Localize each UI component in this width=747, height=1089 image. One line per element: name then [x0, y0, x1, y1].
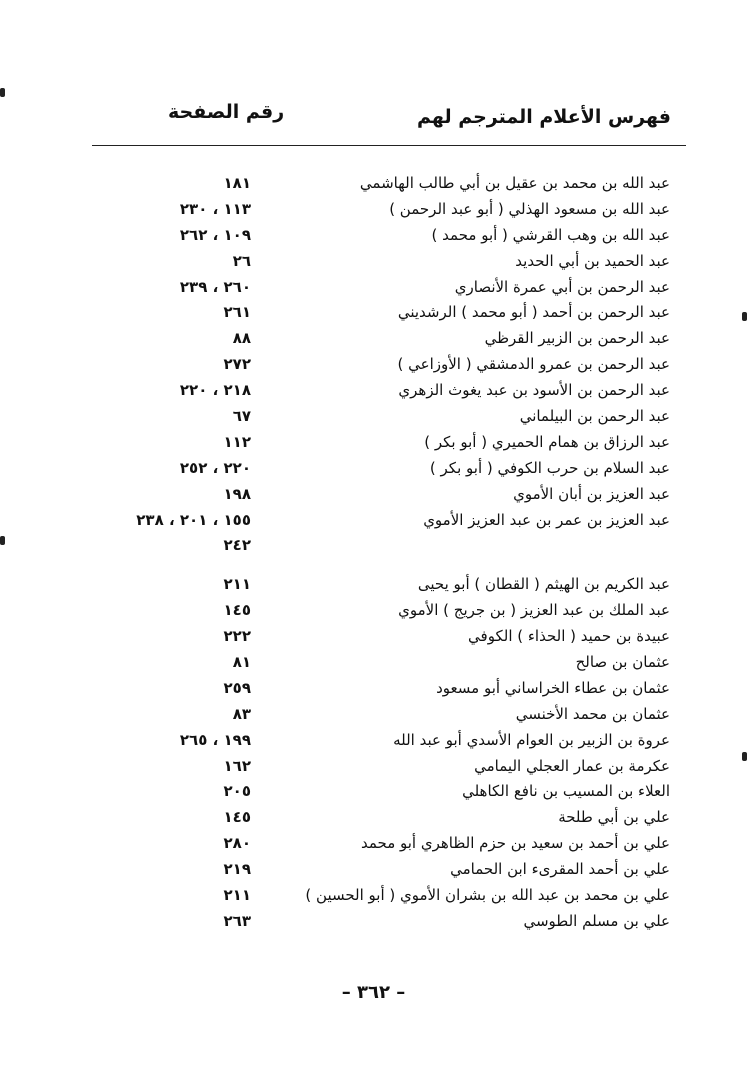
index-entry — [0, 481, 747, 507]
index-entry — [0, 170, 747, 196]
index-entry — [0, 753, 747, 779]
entry-pages: ١٨١ — [223, 174, 251, 192]
entry-pages: ٢٦٠ ، ٢٣٩ — [179, 277, 251, 296]
entry-pages: ١٩٨ — [223, 484, 251, 503]
entry-name: عبد الرحمن بن الزبير القرظي — [484, 329, 670, 348]
entry-name: عبد الله بن محمد بن عقيل بن أبي طالب الهاشمي — [359, 174, 670, 192]
entry-pages: ٢٥٩ — [223, 678, 251, 697]
entry-name: علي بن مسلم الطوسي — [523, 911, 670, 930]
entry-name: عبد الرحمن بن أبي عمرة الأنصاري — [454, 277, 670, 296]
entry-name: عبد السلام بن حرب الكوفي ( أبو بكر ) — [429, 458, 670, 477]
index-entry — [0, 403, 747, 429]
entry-pages: ٢٦ — [232, 251, 251, 270]
index-entry — [0, 701, 747, 727]
entry-name: عبد الله بن مسعود الهذلي ( أبو عبد الرحمن ) — [389, 199, 670, 218]
entry-pages: ٨٨ — [232, 329, 251, 348]
index-entry — [0, 429, 747, 455]
index-entry — [0, 455, 747, 481]
entry-pages: ١٤٥ — [223, 808, 251, 827]
entry-name: علي بن محمد بن عبد الله بن بشران الأموي ( أبو الحسين ) — [305, 886, 670, 905]
entry-pages: ٢١١ — [223, 575, 251, 594]
index-entry — [0, 571, 747, 597]
entry-pages: ١١٣ ، ٢٣٠ — [179, 199, 251, 218]
entry-name: عثمان بن محمد الأخنسي — [515, 704, 670, 723]
entry-pages: ٦٧ — [232, 407, 251, 426]
index-entry — [0, 804, 747, 830]
entry-name: عبد الله بن وهب القرشي ( أبو محمد ) — [431, 225, 670, 244]
index-entry — [0, 597, 747, 623]
index-entry — [0, 856, 747, 882]
entry-name: علي بن أحمد بن سعيد بن حزم الظاهري أبو محمد — [360, 834, 670, 853]
index-entry — [0, 507, 747, 533]
entry-name: عبد الملك بن عبد العزيز ( بن جريج ) الأموي — [398, 601, 670, 620]
entry-name: عبد الرزاق بن همام الحميري ( أبو بكر ) — [424, 432, 670, 451]
entry-pages: ٢٤٢ — [223, 536, 251, 555]
entry-pages: ٢٦١ — [223, 303, 251, 322]
index-title: فهرس الأعلام المترجم لهم — [417, 106, 671, 128]
entry-pages: ١١٢ — [223, 432, 251, 451]
index-entry — [0, 778, 747, 804]
entry-name: علي بن أحمد المقرىء ابن الحمامي — [450, 860, 670, 879]
entry-pages: ١٥٥ ، ٢٠١ ، ٢٣٨ — [136, 510, 251, 529]
entry-name: عبد الكريم بن الهيثم ( القطان ) أبو يحيى — [417, 575, 670, 594]
entry-pages: ٨٣ — [232, 704, 251, 723]
entry-pages: ٢٢٢ — [223, 627, 251, 646]
header-divider — [92, 145, 686, 146]
entry-name: عبد العزيز بن عمر بن عبد العزيز الأموي — [423, 510, 670, 529]
entry-pages: ٢١٩ — [223, 860, 251, 879]
entry-pages: ٢٦٣ — [223, 911, 251, 930]
entry-pages: ١٦٢ — [223, 756, 251, 775]
entry-name: العلاء بن المسيب بن نافع الكاهلي — [462, 782, 670, 801]
entry-pages: ٢١٨ ، ٢٢٠ — [179, 381, 251, 400]
index-entry — [0, 882, 747, 908]
entry-pages: ١٤٥ — [223, 601, 251, 620]
page-column-heading: رقم الصفحة — [168, 101, 285, 123]
entry-name: عبد الرحمن بن البيلماني — [519, 407, 670, 426]
entry-name: عبد الرحمن بن الأسود بن عبد يغوث الزهري — [398, 381, 670, 400]
entry-pages: ٢٧٢ — [223, 355, 251, 374]
index-entry — [0, 727, 747, 753]
entry-name: علي بن أبي طلحة — [558, 808, 670, 827]
entry-pages: ٨١ — [232, 653, 251, 672]
entry-pages: ٢٠٥ — [223, 782, 251, 801]
index-entry — [0, 532, 747, 558]
index-entry — [0, 248, 747, 274]
index-entry — [0, 623, 747, 649]
index-entry — [0, 830, 747, 856]
entry-name: عبد الرحمن بن عمرو الدمشقي ( الأوزاعي ) — [397, 355, 670, 374]
index-entry — [0, 675, 747, 701]
entry-pages: ١٩٩ ، ٢٦٥ — [179, 730, 251, 749]
scan-margin-mark — [0, 536, 5, 545]
index-entry — [0, 274, 747, 300]
index-entry — [0, 222, 747, 248]
entry-pages: ٢٨٠ — [223, 834, 251, 853]
entry-name: عثمان بن عطاء الخراساني أبو مسعود — [436, 678, 670, 697]
entry-name: عبد الحميد بن أبي الحديد — [515, 251, 670, 270]
index-entry — [0, 351, 747, 377]
index-entries — [0, 170, 747, 934]
entry-pages: ١٠٩ ، ٢٦٢ — [179, 225, 251, 244]
entry-name: عكرمة بن عمار العجلي اليمامي — [474, 756, 670, 775]
page-number: – ٣٦٢ – — [341, 982, 406, 1003]
entry-name: عروة بن الزبير بن العوام الأسدي أبو عبد الله — [393, 730, 670, 749]
entry-name: عثمان بن صالح — [575, 653, 670, 672]
index-entry — [0, 908, 747, 934]
index-entry — [0, 377, 747, 403]
entry-name: عبد العزيز بن أبان الأموي — [513, 484, 670, 503]
index-entry — [0, 196, 747, 222]
index-entry — [0, 325, 747, 351]
entry-pages: ٢١١ — [223, 886, 251, 905]
scan-margin-mark — [0, 88, 5, 97]
entry-name: عبيدة بن حميد ( الحذاء ) الكوفي — [468, 627, 670, 646]
scan-margin-mark — [742, 312, 747, 321]
scan-margin-mark — [742, 752, 747, 761]
index-entry — [0, 299, 747, 325]
index-entry — [0, 649, 747, 675]
entry-name: عبد الرحمن بن أحمد ( أبو محمد ) الرشديني — [397, 303, 670, 322]
entry-pages: ٢٢٠ ، ٢٥٢ — [179, 458, 251, 477]
